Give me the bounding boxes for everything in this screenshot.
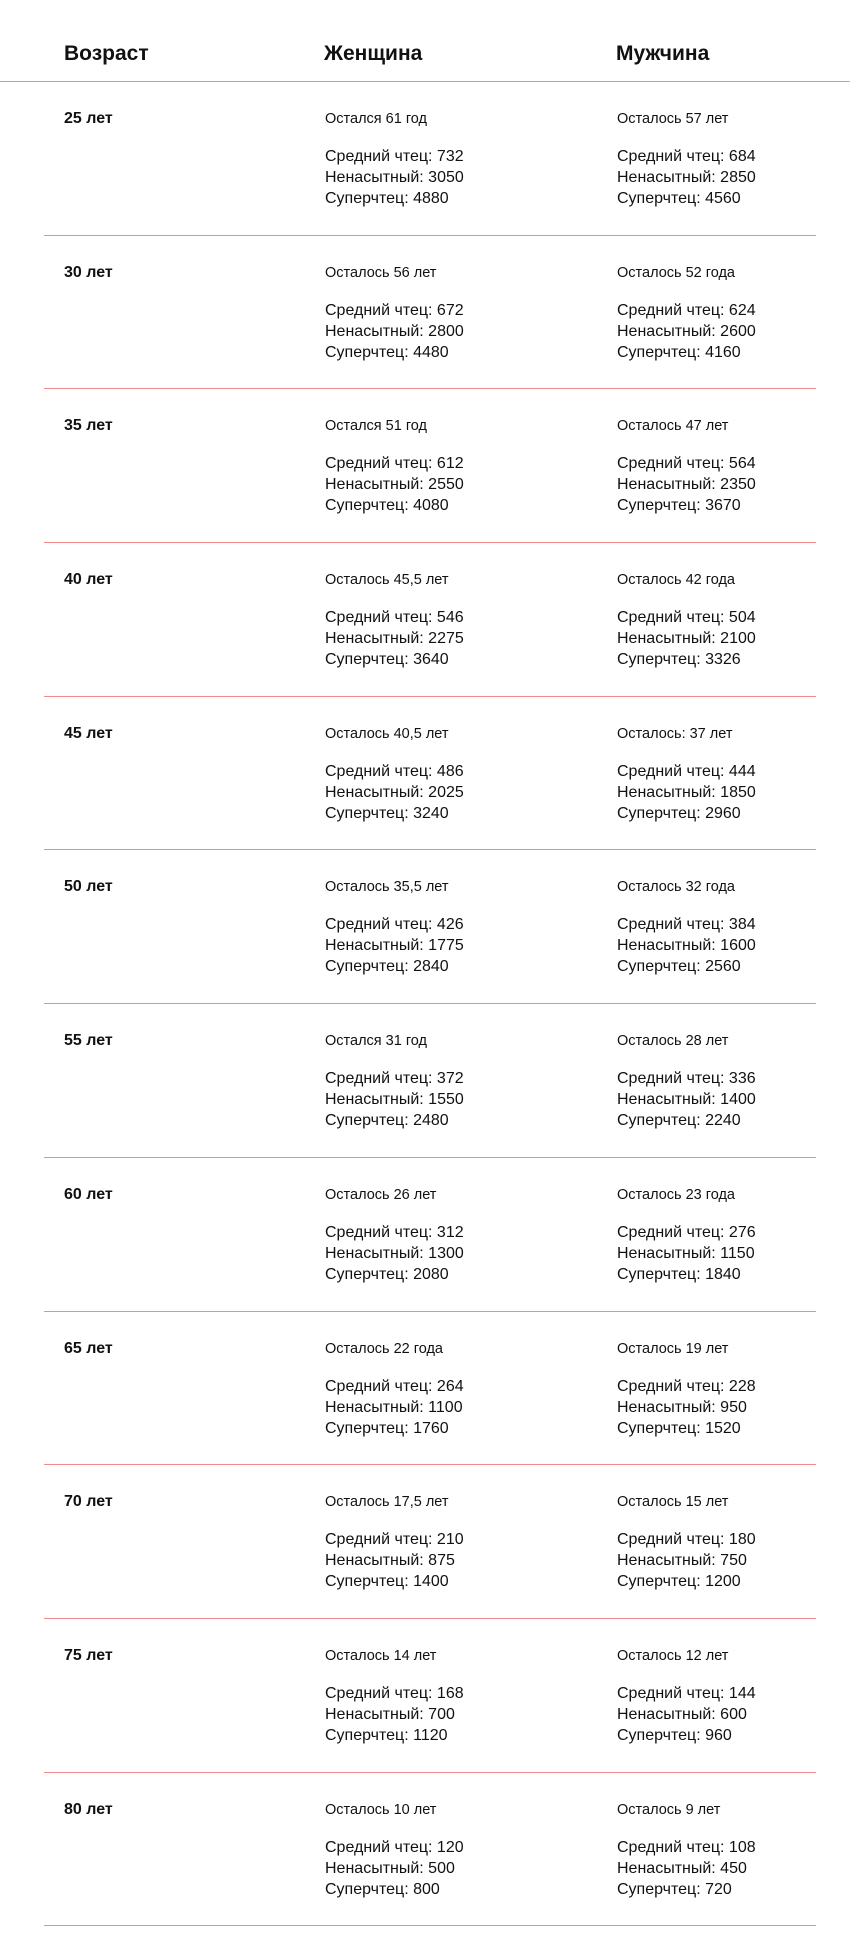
man-average-reader-count: Средний чтец: 228 bbox=[617, 1377, 756, 1395]
woman-cell bbox=[325, 725, 464, 824]
man-super-reader-count: Суперчтец: 3326 bbox=[617, 651, 741, 669]
woman-years-remaining: Осталось 26 лет bbox=[325, 1186, 437, 1203]
man-cell bbox=[617, 1340, 756, 1439]
woman-insatiable-reader-count: Ненасытный: 875 bbox=[325, 1552, 455, 1570]
man-super-reader-count: Суперчтец: 3670 bbox=[617, 497, 741, 515]
table-row bbox=[0, 236, 850, 390]
woman-years-remaining: Осталось 10 лет bbox=[325, 1801, 437, 1818]
man-insatiable-reader-count: Ненасытный: 2350 bbox=[617, 476, 756, 494]
man-average-reader-count: Средний чтец: 504 bbox=[617, 609, 756, 627]
age-label: 45 лет bbox=[64, 724, 113, 742]
man-insatiable-reader-count: Ненасытный: 2850 bbox=[617, 169, 756, 186]
table-row bbox=[0, 1158, 850, 1312]
man-cell bbox=[617, 571, 756, 670]
woman-years-remaining: Остался 51 год bbox=[325, 418, 427, 435]
woman-cell bbox=[325, 878, 464, 977]
man-cell bbox=[617, 1801, 756, 1900]
man-insatiable-reader-count: Ненасытный: 2600 bbox=[617, 322, 756, 340]
woman-insatiable-reader-count: Ненасытный: 2025 bbox=[325, 783, 464, 801]
woman-average-reader-count: Средний чтец: 312 bbox=[325, 1223, 464, 1241]
woman-average-reader-count: Средний чтец: 168 bbox=[325, 1684, 464, 1702]
man-cell bbox=[617, 878, 756, 977]
man-cell bbox=[617, 1186, 756, 1285]
woman-years-remaining: Осталось 14 лет bbox=[325, 1647, 437, 1664]
age-label: 50 лет bbox=[64, 878, 113, 896]
woman-years-remaining: Осталось 35,5 лет bbox=[325, 879, 449, 896]
woman-years-remaining: Остался 31 год bbox=[325, 1033, 427, 1050]
row-divider bbox=[44, 1925, 816, 1926]
man-average-reader-count: Средний чтец: 444 bbox=[617, 762, 756, 780]
woman-super-reader-count: Суперчтец: 1400 bbox=[325, 1573, 449, 1591]
woman-insatiable-reader-count: Ненасытный: 3050 bbox=[325, 169, 464, 186]
man-insatiable-reader-count: Ненасытный: 750 bbox=[617, 1552, 747, 1570]
woman-insatiable-reader-count: Ненасытный: 2800 bbox=[325, 322, 464, 340]
woman-years-remaining: Остался 61 год bbox=[325, 111, 427, 127]
woman-average-reader-count: Средний чтец: 486 bbox=[325, 762, 464, 780]
woman-average-reader-count: Средний чтец: 612 bbox=[325, 455, 464, 473]
man-years-remaining: Осталось 15 лет bbox=[617, 1494, 729, 1511]
man-years-remaining: Осталось 47 лет bbox=[617, 418, 729, 435]
woman-average-reader-count: Средний чтец: 426 bbox=[325, 916, 464, 934]
woman-super-reader-count: Суперчтец: 2080 bbox=[325, 1265, 449, 1283]
woman-years-remaining: Осталось 45,5 лет bbox=[325, 572, 449, 589]
woman-average-reader-count: Средний чтец: 264 bbox=[325, 1377, 464, 1395]
woman-average-reader-count: Средний чтец: 672 bbox=[325, 301, 464, 319]
man-average-reader-count: Средний чтец: 384 bbox=[617, 916, 756, 934]
header-man: Мужчина bbox=[616, 42, 710, 65]
man-cell bbox=[617, 417, 756, 516]
woman-cell bbox=[325, 417, 464, 516]
man-insatiable-reader-count: Ненасытный: 600 bbox=[617, 1705, 747, 1723]
man-years-remaining: Осталось: 37 лет bbox=[617, 725, 733, 742]
woman-cell bbox=[325, 1801, 464, 1900]
man-super-reader-count: Суперчтец: 4160 bbox=[617, 343, 741, 361]
header-woman: Женщина bbox=[324, 42, 423, 65]
man-years-remaining: Осталось 57 лет bbox=[617, 111, 729, 127]
man-insatiable-reader-count: Ненасытный: 2100 bbox=[617, 630, 756, 648]
woman-average-reader-count: Средний чтец: 372 bbox=[325, 1070, 464, 1088]
woman-average-reader-count: Средний чтец: 546 bbox=[325, 609, 464, 627]
woman-super-reader-count: Суперчтец: 4880 bbox=[325, 190, 449, 207]
woman-cell bbox=[325, 264, 464, 363]
man-average-reader-count: Средний чтец: 684 bbox=[617, 148, 756, 165]
man-average-reader-count: Средний чтец: 276 bbox=[617, 1223, 756, 1241]
table-row bbox=[0, 1004, 850, 1158]
woman-insatiable-reader-count: Ненасытный: 500 bbox=[325, 1859, 455, 1877]
man-cell bbox=[617, 264, 756, 363]
man-years-remaining: Осталось 23 года bbox=[617, 1186, 735, 1203]
table-row bbox=[0, 697, 850, 851]
woman-years-remaining: Осталось 22 года bbox=[325, 1340, 443, 1357]
man-super-reader-count: Суперчтец: 960 bbox=[617, 1726, 732, 1744]
woman-insatiable-reader-count: Ненасытный: 1775 bbox=[325, 937, 464, 955]
man-cell bbox=[617, 725, 756, 824]
man-super-reader-count: Суперчтец: 2240 bbox=[617, 1112, 741, 1130]
man-average-reader-count: Средний чтец: 624 bbox=[617, 301, 756, 319]
man-years-remaining: Осталось 42 года bbox=[617, 572, 735, 589]
man-insatiable-reader-count: Ненасытный: 1850 bbox=[617, 783, 756, 801]
age-label: 40 лет bbox=[64, 571, 113, 589]
man-super-reader-count: Суперчтец: 2560 bbox=[617, 958, 741, 976]
age-label: 55 лет bbox=[64, 1032, 113, 1050]
table-row bbox=[0, 1312, 850, 1466]
age-label: 80 лет bbox=[64, 1800, 113, 1818]
woman-average-reader-count: Средний чтец: 120 bbox=[325, 1838, 464, 1856]
table-row bbox=[0, 389, 850, 543]
man-cell bbox=[617, 1493, 756, 1592]
man-super-reader-count: Суперчтец: 1840 bbox=[617, 1265, 741, 1283]
man-insatiable-reader-count: Ненасытный: 950 bbox=[617, 1398, 747, 1416]
man-years-remaining: Осталось 32 года bbox=[617, 879, 735, 896]
man-insatiable-reader-count: Ненасытный: 450 bbox=[617, 1859, 747, 1877]
woman-super-reader-count: Суперчтец: 2840 bbox=[325, 958, 449, 976]
woman-super-reader-count: Суперчтец: 1120 bbox=[325, 1726, 448, 1744]
man-years-remaining: Осталось 52 года bbox=[617, 264, 735, 281]
woman-cell bbox=[325, 571, 464, 670]
age-label: 35 лет bbox=[64, 417, 113, 435]
woman-years-remaining: Осталось 17,5 лет bbox=[325, 1494, 449, 1511]
woman-cell bbox=[325, 110, 464, 209]
man-cell bbox=[617, 1647, 756, 1746]
woman-cell bbox=[325, 1340, 464, 1439]
woman-years-remaining: Осталось 40,5 лет bbox=[325, 725, 449, 742]
man-super-reader-count: Суперчтец: 720 bbox=[617, 1880, 732, 1898]
woman-insatiable-reader-count: Ненасытный: 1100 bbox=[325, 1398, 463, 1416]
table-row bbox=[0, 1773, 850, 1927]
age-label: 60 лет bbox=[64, 1185, 113, 1203]
woman-insatiable-reader-count: Ненасытный: 1550 bbox=[325, 1091, 464, 1109]
woman-cell bbox=[325, 1186, 464, 1285]
woman-insatiable-reader-count: Ненасытный: 2550 bbox=[325, 476, 464, 494]
man-insatiable-reader-count: Ненасытный: 1400 bbox=[617, 1091, 756, 1109]
table-body bbox=[0, 82, 850, 1926]
woman-super-reader-count: Суперчтец: 3240 bbox=[325, 804, 449, 822]
man-years-remaining: Осталось 9 лет bbox=[617, 1801, 721, 1818]
age-label: 65 лет bbox=[64, 1339, 113, 1357]
man-super-reader-count: Суперчтец: 1520 bbox=[617, 1419, 741, 1437]
table-row bbox=[0, 543, 850, 697]
man-cell bbox=[617, 110, 756, 209]
man-insatiable-reader-count: Ненасытный: 1600 bbox=[617, 937, 756, 955]
man-average-reader-count: Средний чтец: 108 bbox=[617, 1838, 756, 1856]
woman-super-reader-count: Суперчтец: 4080 bbox=[325, 497, 449, 515]
man-super-reader-count: Суперчтец: 2960 bbox=[617, 804, 741, 822]
man-cell bbox=[617, 1032, 756, 1131]
woman-insatiable-reader-count: Ненасытный: 2275 bbox=[325, 630, 464, 648]
woman-average-reader-count: Средний чтец: 210 bbox=[325, 1531, 464, 1549]
table-row bbox=[0, 82, 850, 236]
man-average-reader-count: Средний чтец: 180 bbox=[617, 1531, 756, 1549]
woman-insatiable-reader-count: Ненасытный: 1300 bbox=[325, 1244, 464, 1262]
table-row bbox=[0, 1619, 850, 1773]
age-label: 25 лет bbox=[64, 110, 113, 127]
man-super-reader-count: Суперчтец: 1200 bbox=[617, 1573, 741, 1591]
table-row bbox=[0, 850, 850, 1004]
woman-super-reader-count: Суперчтец: 1760 bbox=[325, 1419, 449, 1437]
man-years-remaining: Осталось 12 лет bbox=[617, 1647, 729, 1664]
age-label: 30 лет bbox=[64, 263, 113, 281]
woman-cell bbox=[325, 1493, 464, 1592]
woman-cell bbox=[325, 1032, 464, 1131]
man-years-remaining: Осталось 28 лет bbox=[617, 1033, 729, 1050]
man-average-reader-count: Средний чтец: 336 bbox=[617, 1070, 756, 1088]
woman-super-reader-count: Суперчтец: 4480 bbox=[325, 343, 449, 361]
woman-insatiable-reader-count: Ненасытный: 700 bbox=[325, 1705, 455, 1723]
header-age: Возраст bbox=[64, 42, 149, 65]
woman-average-reader-count: Средний чтец: 732 bbox=[325, 148, 464, 165]
woman-super-reader-count: Суперчтец: 2480 bbox=[325, 1112, 449, 1130]
woman-cell bbox=[325, 1647, 464, 1746]
man-insatiable-reader-count: Ненасытный: 1150 bbox=[617, 1244, 755, 1262]
woman-years-remaining: Осталось 56 лет bbox=[325, 264, 437, 281]
man-average-reader-count: Средний чтец: 564 bbox=[617, 455, 756, 473]
table-header bbox=[0, 0, 850, 82]
table-row bbox=[0, 1465, 850, 1619]
woman-super-reader-count: Суперчтец: 800 bbox=[325, 1880, 440, 1898]
age-label: 75 лет bbox=[64, 1646, 113, 1664]
man-years-remaining: Осталось 19 лет bbox=[617, 1340, 729, 1357]
age-label: 70 лет bbox=[64, 1493, 113, 1511]
man-super-reader-count: Суперчтец: 4560 bbox=[617, 190, 741, 207]
woman-super-reader-count: Суперчтец: 3640 bbox=[325, 651, 449, 669]
man-average-reader-count: Средний чтец: 144 bbox=[617, 1684, 756, 1702]
